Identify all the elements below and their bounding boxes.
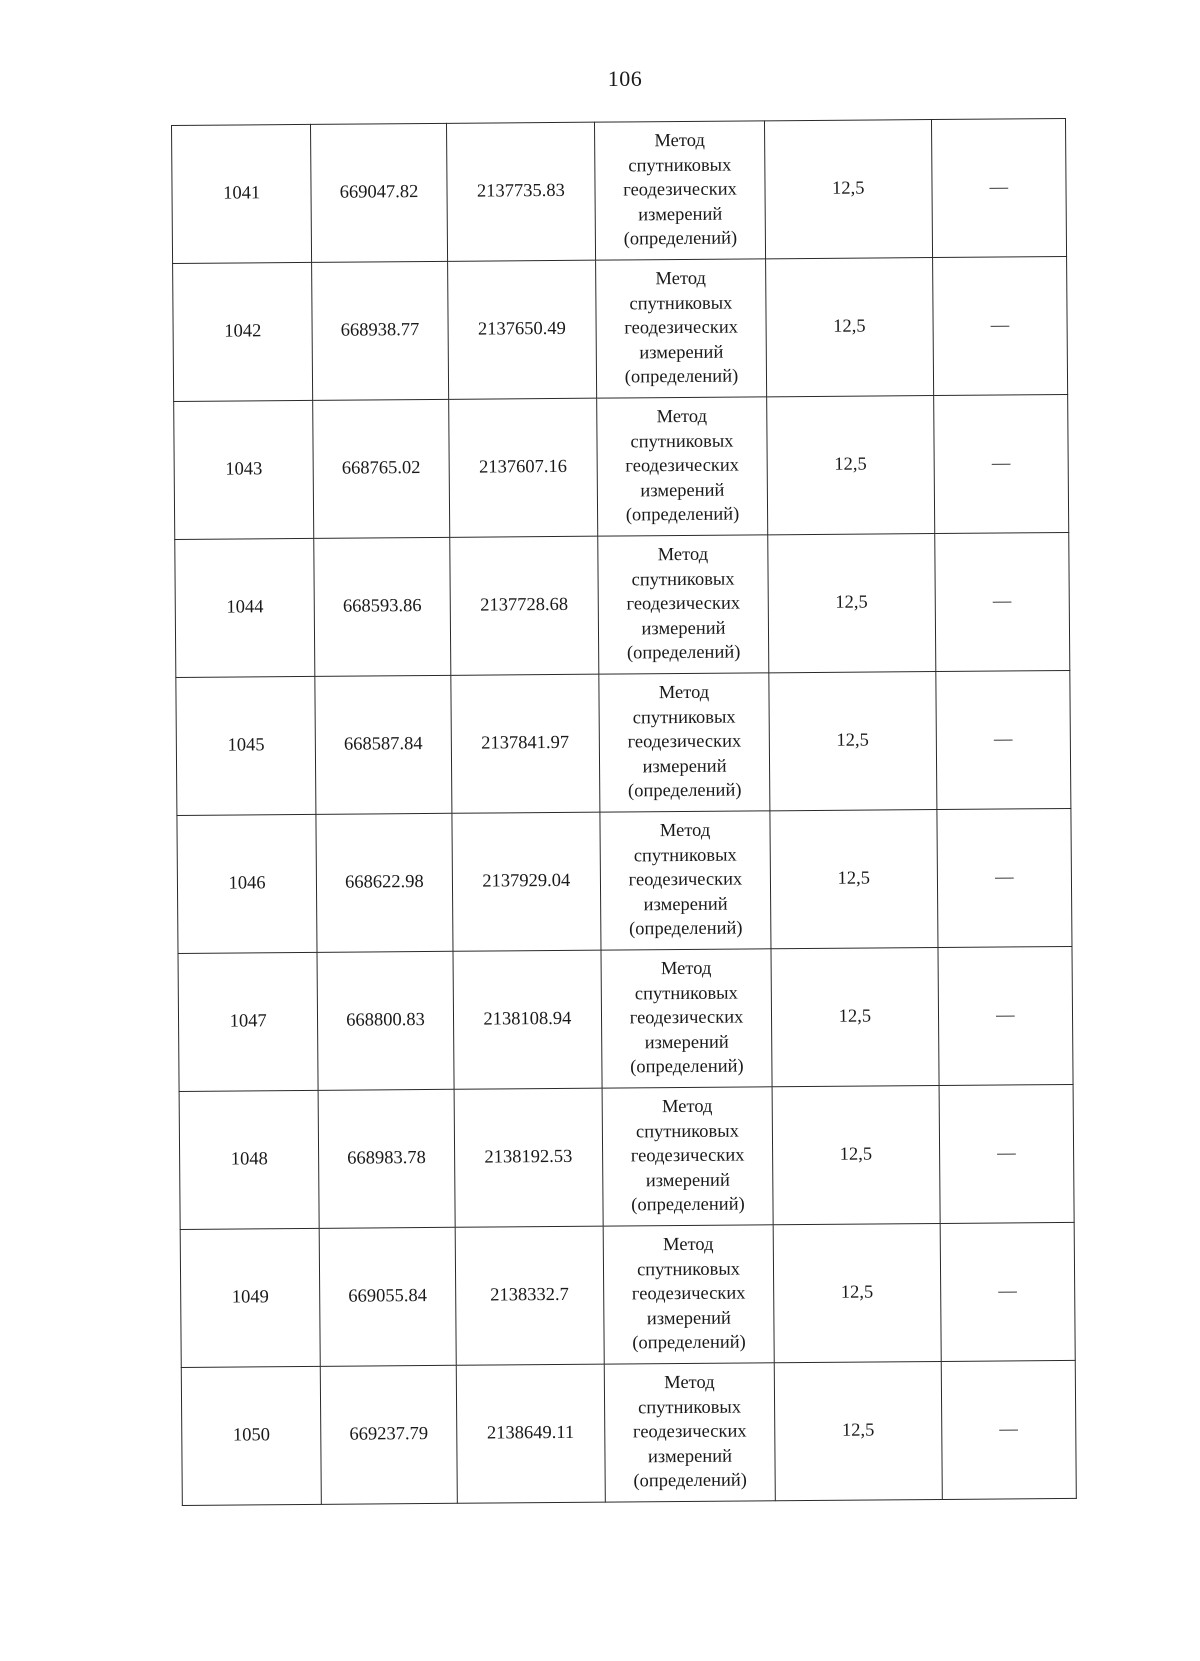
- accuracy-cell: 12,5: [774, 1361, 942, 1500]
- method-line: спутниковых: [631, 569, 735, 591]
- accuracy-cell: 12,5: [769, 672, 937, 811]
- point-number-cell: 1050: [181, 1366, 321, 1505]
- method-line: (определений): [632, 1332, 746, 1354]
- table-row: [175, 532, 1070, 677]
- table-row: [172, 118, 1067, 263]
- x-coordinate-cell: 668622.98: [316, 813, 452, 952]
- method-line: спутниковых: [638, 1397, 742, 1419]
- note-cell: —: [941, 1360, 1076, 1499]
- method-line: Метод: [664, 1373, 715, 1394]
- note-cell: —: [939, 1084, 1074, 1223]
- method-cell: [595, 121, 766, 260]
- y-coordinate-cell: 2137650.49: [447, 260, 597, 399]
- y-coordinate-cell: 2138332.7: [455, 1226, 605, 1365]
- method-line: (определений): [626, 642, 741, 664]
- method-cell: [604, 1363, 775, 1502]
- y-coordinate-cell: 2138108.94: [453, 950, 603, 1089]
- method-line: геодезических: [632, 1421, 747, 1443]
- y-coordinate-cell: 2137728.68: [449, 536, 599, 675]
- y-coordinate-cell: 2137841.97: [450, 674, 600, 813]
- note-cell: —: [931, 118, 1066, 257]
- method-line: Метод: [658, 683, 710, 704]
- method-line: геодезических: [630, 1145, 745, 1167]
- method-line: Метод: [661, 1097, 713, 1118]
- x-coordinate-cell: 668938.77: [312, 261, 448, 400]
- accuracy-cell: 12,5: [770, 810, 938, 949]
- x-coordinate-cell: 668765.02: [313, 399, 449, 538]
- point-number-cell: 1046: [177, 814, 317, 953]
- method-line: измерений: [639, 342, 724, 364]
- method-cell: [602, 1087, 773, 1226]
- method-cell: [601, 949, 772, 1088]
- method-line: спутниковых: [633, 845, 737, 867]
- method-line: спутниковых: [635, 1121, 739, 1143]
- method-line: геодезических: [627, 731, 742, 753]
- point-number-cell: 1047: [178, 952, 318, 1091]
- accuracy-cell: 12,5: [765, 258, 933, 397]
- method-line: Метод: [655, 269, 706, 290]
- point-number-cell: 1048: [179, 1090, 319, 1229]
- method-line: измерений: [641, 618, 726, 640]
- method-line: геодезических: [626, 593, 741, 615]
- coordinates-table: [171, 118, 1077, 1506]
- method-line: геодезических: [623, 179, 737, 201]
- method-cell: [596, 259, 767, 398]
- point-number-cell: 1043: [174, 400, 314, 539]
- y-coordinate-cell: 2137607.16: [448, 398, 598, 537]
- method-line: геодезических: [631, 1283, 746, 1305]
- method-line: (определений): [624, 366, 739, 388]
- x-coordinate-cell: 669237.79: [321, 1365, 457, 1504]
- table-row: [176, 670, 1071, 815]
- method-line: (определений): [625, 504, 740, 526]
- method-line: геодезических: [629, 1007, 744, 1029]
- note-cell: —: [934, 532, 1069, 671]
- accuracy-cell: 12,5: [773, 1223, 941, 1362]
- method-line: спутниковых: [630, 431, 734, 453]
- method-line: спутниковых: [632, 707, 736, 729]
- method-line: измерений: [646, 1308, 731, 1330]
- y-coordinate-cell: 2137929.04: [452, 812, 602, 951]
- point-number-cell: 1041: [172, 124, 312, 263]
- method-line: (определений): [631, 1194, 745, 1216]
- method-cell: [597, 397, 768, 536]
- x-coordinate-cell: 668593.86: [314, 537, 450, 676]
- method-line: измерений: [645, 1170, 730, 1192]
- table-row: [177, 808, 1072, 953]
- point-number-cell: 1049: [180, 1228, 320, 1367]
- x-coordinate-cell: 668587.84: [315, 675, 451, 814]
- coordinates-table-body: [172, 118, 1077, 1505]
- method-line: Метод: [654, 131, 705, 152]
- method-line: Метод: [659, 821, 711, 842]
- method-line: геодезических: [628, 869, 743, 891]
- x-coordinate-cell: 668800.83: [317, 951, 453, 1090]
- y-coordinate-cell: 2138192.53: [454, 1088, 604, 1227]
- table-row: [180, 1222, 1075, 1367]
- note-cell: —: [938, 946, 1073, 1085]
- method-cell: [598, 535, 769, 674]
- note-cell: —: [940, 1222, 1075, 1361]
- method-line: (определений): [630, 1056, 744, 1078]
- method-line: измерений: [647, 1446, 733, 1468]
- x-coordinate-cell: 669047.82: [311, 123, 447, 262]
- point-number-cell: 1044: [175, 538, 315, 677]
- accuracy-cell: 12,5: [768, 534, 936, 673]
- method-line: Метод: [656, 407, 708, 428]
- method-line: (определений): [627, 780, 742, 802]
- method-line: (определений): [633, 1470, 747, 1492]
- y-coordinate-cell: 2138649.11: [456, 1364, 606, 1503]
- method-line: спутниковых: [629, 293, 733, 315]
- method-line: Метод: [663, 1235, 714, 1256]
- page-number: 106: [607, 66, 643, 91]
- note-cell: —: [932, 256, 1067, 395]
- table-row: [181, 1360, 1076, 1505]
- table-row: [174, 394, 1069, 539]
- method-line: спутниковых: [634, 983, 738, 1005]
- method-line: измерений: [644, 1032, 729, 1054]
- accuracy-cell: 12,5: [767, 396, 935, 535]
- accuracy-cell: 12,5: [771, 948, 939, 1087]
- method-line: измерений: [643, 894, 728, 916]
- point-number-cell: 1042: [173, 262, 313, 401]
- method-line: Метод: [660, 959, 712, 980]
- x-coordinate-cell: 668983.78: [318, 1089, 454, 1228]
- note-cell: —: [936, 670, 1071, 809]
- method-line: геодезических: [625, 455, 740, 477]
- note-cell: —: [937, 808, 1072, 947]
- method-line: измерений: [638, 204, 723, 226]
- table-row: [173, 256, 1068, 401]
- method-line: (определений): [629, 918, 743, 940]
- method-line: геодезических: [624, 317, 739, 339]
- method-cell: [600, 811, 771, 950]
- method-line: измерений: [640, 480, 725, 502]
- table-row: [178, 946, 1073, 1091]
- accuracy-cell: 12,5: [764, 120, 932, 259]
- x-coordinate-cell: 669055.84: [319, 1227, 455, 1366]
- method-line: (определений): [623, 228, 738, 250]
- method-line: Метод: [657, 545, 709, 566]
- note-cell: —: [933, 394, 1068, 533]
- point-number-cell: 1045: [176, 676, 316, 815]
- accuracy-cell: 12,5: [772, 1085, 940, 1224]
- table-row: [179, 1084, 1074, 1229]
- method-cell: [603, 1225, 774, 1364]
- method-line: спутниковых: [628, 155, 732, 177]
- method-cell: [599, 673, 770, 812]
- method-line: измерений: [642, 756, 727, 778]
- y-coordinate-cell: 2137735.83: [446, 122, 596, 261]
- method-line: спутниковых: [636, 1259, 741, 1281]
